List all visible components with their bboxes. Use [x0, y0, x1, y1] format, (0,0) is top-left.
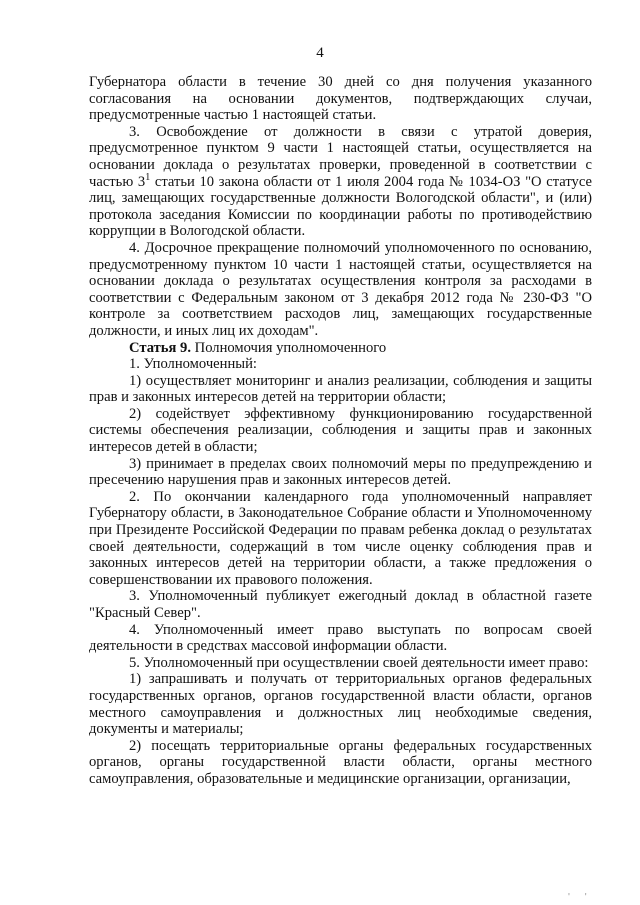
paragraph: 4. Досрочное прекращение полномочий уполномоченного по основанию, предусмотренному пунктом 10 части 1 настоящей статьи, осуществляется на основании доклада о результатах осуществления контроля за расходами в соответствии с Федеральным законом от 3 декабря 2012 года № 230-ФЗ "О контроле за соответствием расходов лиц, замещающих государственные должности, и иных лиц их доходам".: [89, 239, 592, 339]
paragraph: 1) запрашивать и получать от территориальных органов федеральных государственных органов, органов государственной власти области, органов местного самоуправления и должностных лиц необходимые сведения, документы и материалы;: [89, 671, 592, 738]
page-number: 4: [316, 45, 324, 61]
paragraph-text: 3. Освобождение от должности в связи с утратой доверия, предусмотренное пунктом 9 части 1 настоящей статьи, осуществляется на основании доклада о результатах проверки, проведенной в соответствии с частью 3: [89, 123, 592, 190]
paragraph: 5. Уполномоченный при осуществлении своей деятельности имеет право:: [129, 654, 589, 671]
paragraph: 3) принимает в пределах своих полномочий меры по предупреждению и пресечению нарушения прав и законных интересов детей.: [89, 455, 592, 489]
paragraph: 1) осуществляет мониторинг и анализ реализации, соблюдения и защиты прав и законных интересов детей на территории области;: [89, 372, 592, 406]
paragraph: 4. Уполномоченный имеет право выступать по вопросам своей деятельности в средствах массовой информации области.: [89, 621, 592, 655]
paragraph: 2) посещать территориальные органы федеральных государственных органов, органы государственной власти области, органы местного самоуправления, образовательные и медицинские организации, организации,: [89, 737, 592, 787]
article-title: Полномочия уполномоченного: [191, 339, 387, 356]
paragraph: 1. Уполномоченный:: [129, 356, 257, 373]
scan-marks: ' ': [568, 892, 593, 903]
paragraph: 3. Уполномоченный публикует ежегодный доклад в областной газете "Красный Север".: [89, 588, 592, 621]
paragraph-text: статьи 10 закона области от 1 июля 2004 года № 1034-ОЗ "О статусе лиц, замещающих государственные должности Вологодской области", и (или) протокола заседания Комиссии по координации работы по противодействию коррупции в Вологодской области.: [89, 173, 592, 240]
document-body: [89, 74, 592, 788]
paragraph: 2. По окончании календарного года уполномоченный направляет Губернатору области, в Законодательное Собрание области и Уполномоченному при Президенте Российской Федерации по правам ребенка доклад о результатах своей деятельности, содержащий в том числе оценку соблюдения прав и законных интересов детей на территории области, а также предложения о совершенствовании их правового положения.: [89, 488, 592, 588]
superscript: 1: [145, 171, 151, 183]
paragraph: Губернатора области в течение 30 дней со дня получения указанного согласования на основании документов, подтверждающих случаи, предусмотренные частью 1 настоящей статьи.: [89, 74, 592, 124]
article-label: Статья 9.: [129, 339, 191, 356]
article-heading: [89, 340, 592, 357]
paragraph: 2) содействует эффективному функционированию государственной системы обеспечения реализации, соблюдения и защиты прав и законных интересов детей в области;: [89, 405, 592, 456]
paragraph: [89, 124, 592, 240]
